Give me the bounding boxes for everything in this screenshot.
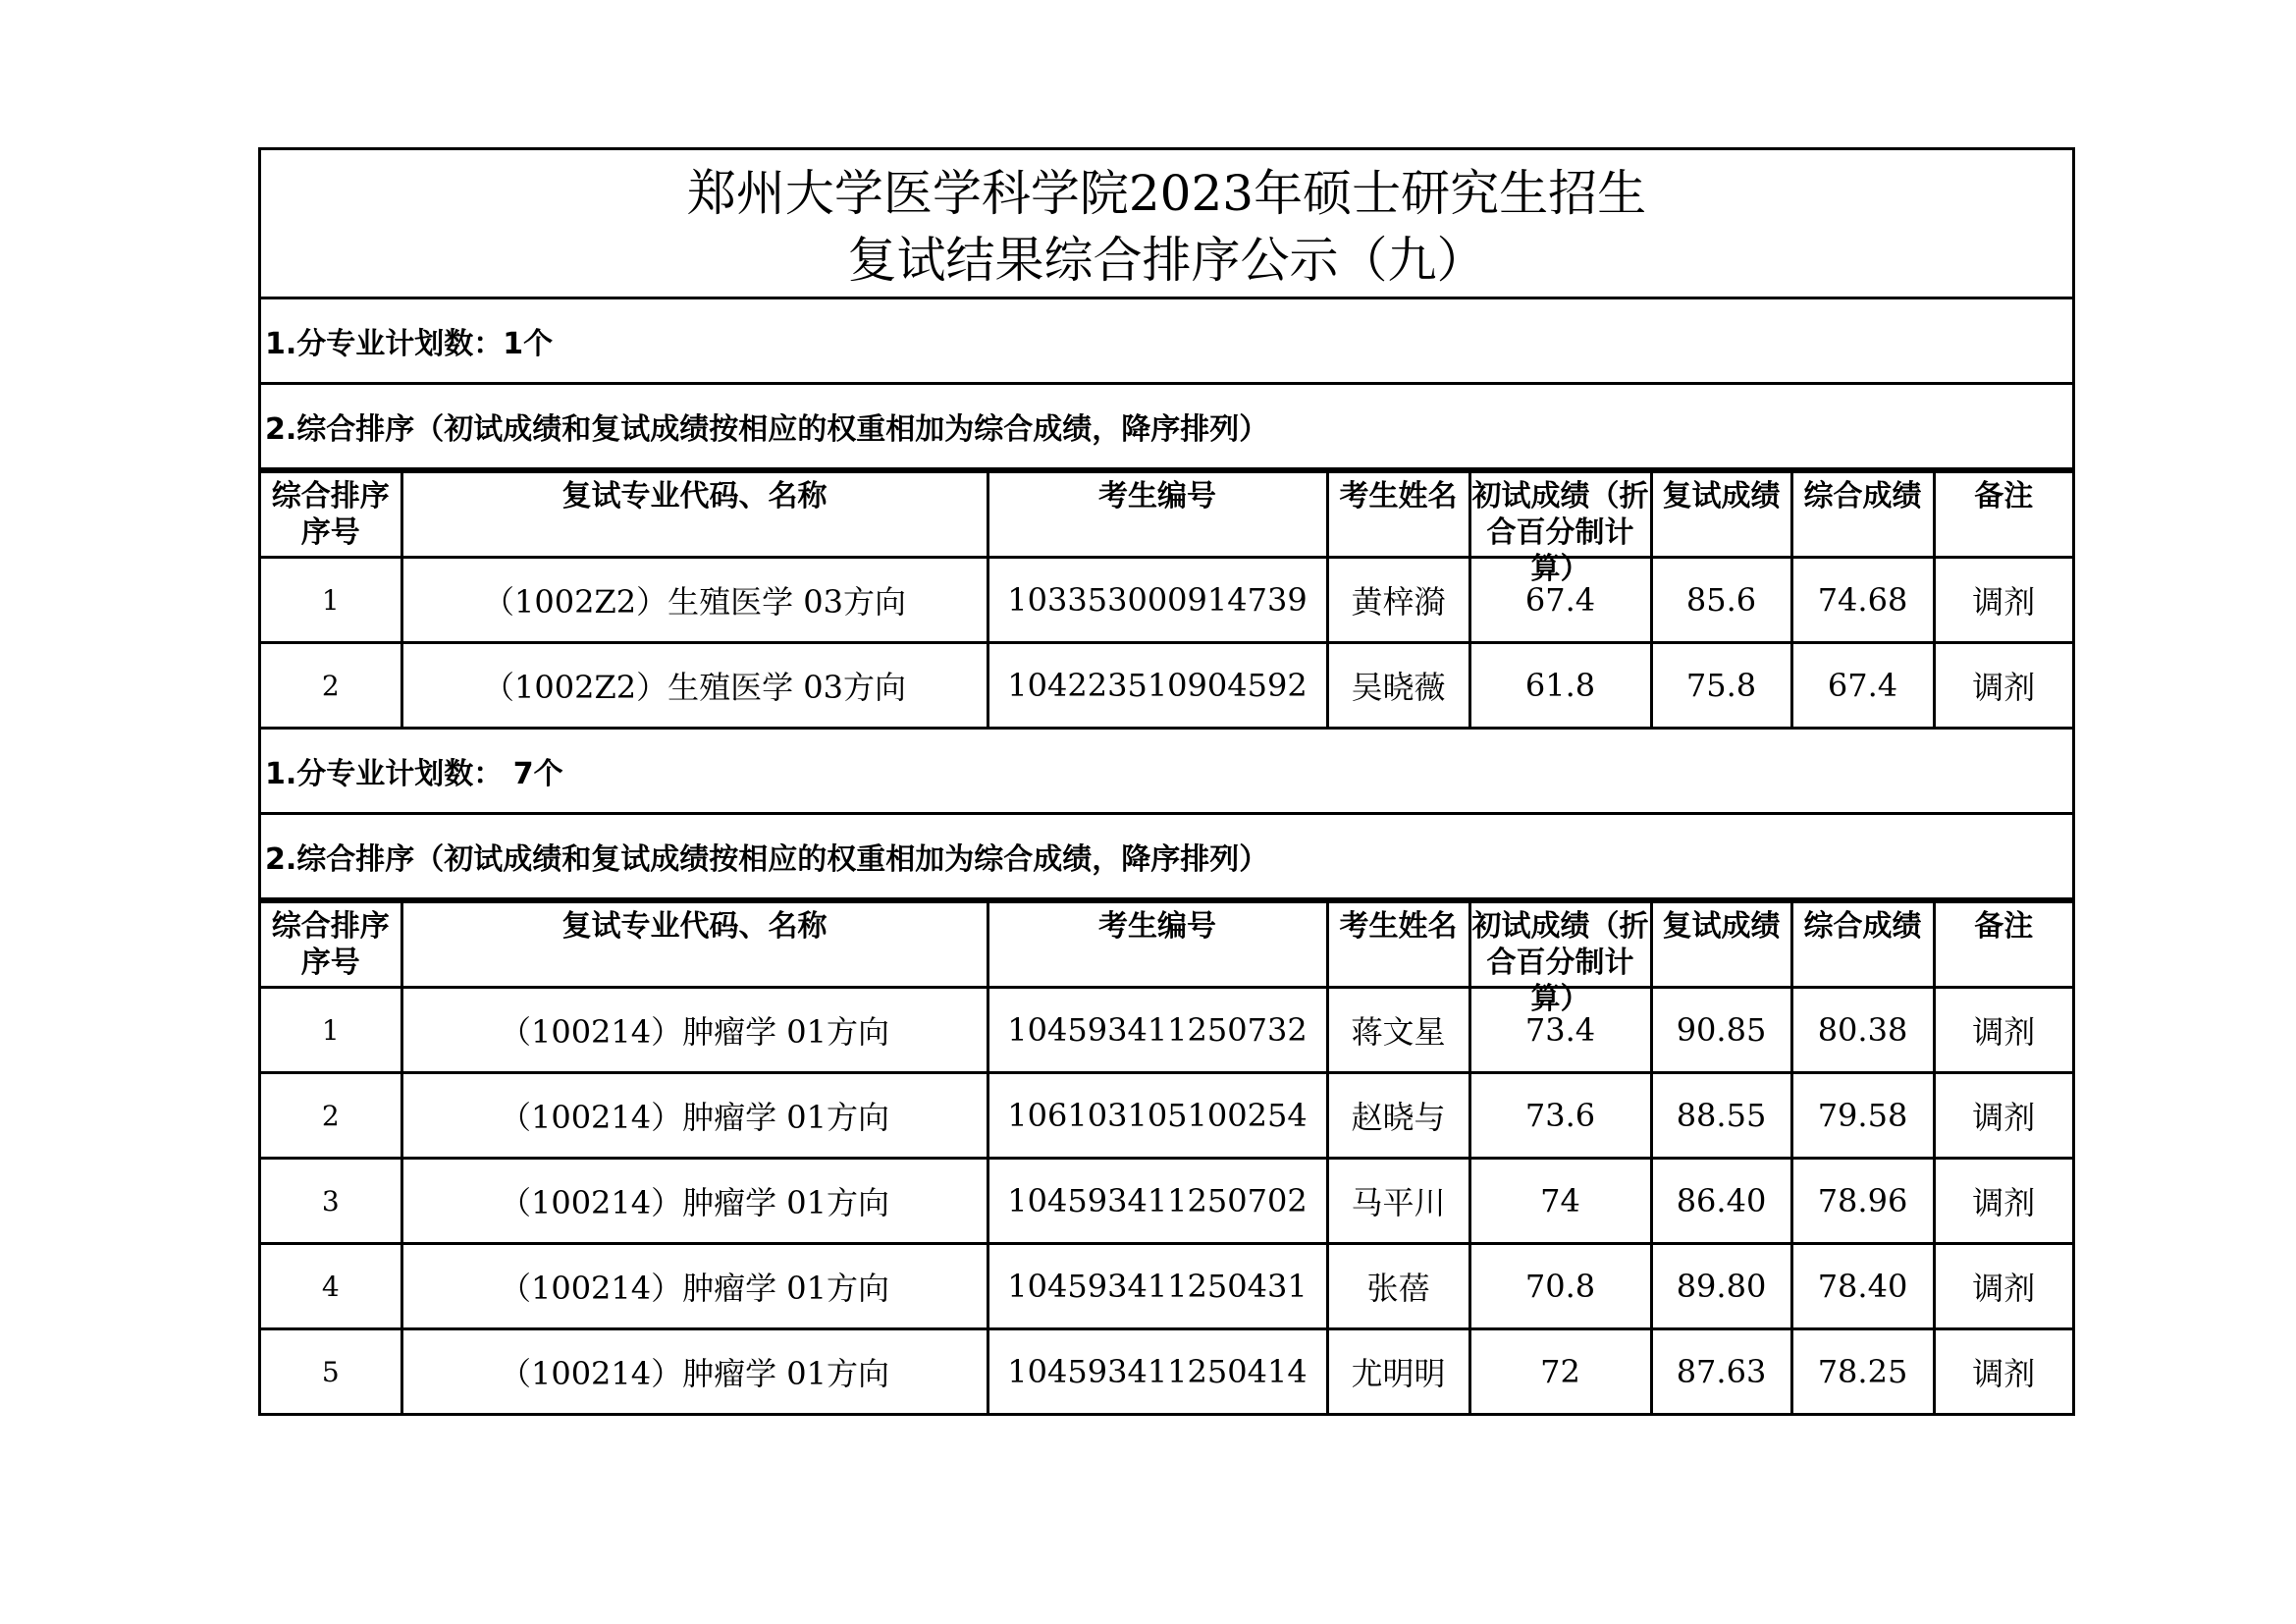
column-header-major	[401, 902, 988, 988]
cell-total: 78.40	[1791, 1244, 1934, 1329]
column-header-label: 综合成绩	[1803, 479, 1922, 514]
cell-remark: 调剂	[1934, 1244, 2072, 1329]
cell-total: 79.58	[1791, 1073, 1934, 1159]
column-header-exam-no	[988, 902, 1327, 988]
cell-name: 吴晓薇	[1327, 643, 1469, 729]
cell-retest: 90.85	[1651, 988, 1791, 1073]
cell-rank: 2	[261, 643, 401, 729]
cell-exam-no: 104593411250702	[988, 1159, 1327, 1244]
cell-total: 78.25	[1791, 1329, 1934, 1414]
table-row	[261, 643, 2072, 729]
table-row	[261, 1073, 2072, 1159]
cell-exam-no: 104223510904592	[988, 643, 1327, 729]
column-header-label: 复试专业代码、名称	[561, 909, 828, 944]
column-header-label: 综合排序序号	[271, 909, 390, 980]
cell-remark: 调剂	[1934, 1073, 2072, 1159]
column-header-name	[1327, 472, 1469, 558]
cell-name: 蒋文星	[1327, 988, 1469, 1073]
cell-total: 78.96	[1791, 1159, 1934, 1244]
cell-rank: 2	[261, 1073, 401, 1159]
title-line-2: 复试结果综合排序公示（九）	[847, 232, 1486, 289]
cell-rank: 5	[261, 1329, 401, 1414]
cell-remark: 调剂	[1934, 988, 2072, 1073]
table-row	[261, 558, 2072, 643]
results-table	[261, 470, 2072, 730]
column-header-retest	[1651, 472, 1791, 558]
column-header-label: 备注	[1974, 479, 2034, 514]
column-header-label: 综合排序序号	[271, 479, 390, 550]
column-header-rank	[261, 472, 401, 558]
column-header-total	[1791, 472, 1934, 558]
cell-retest: 89.80	[1651, 1244, 1791, 1329]
cell-name: 赵晓与	[1327, 1073, 1469, 1159]
column-header-label: 考生姓名	[1339, 909, 1458, 944]
table-row	[261, 988, 2072, 1073]
column-header-label: 复试专业代码、名称	[561, 479, 828, 514]
column-header-label: 复试成绩	[1662, 479, 1781, 514]
cell-initial: 74	[1469, 1159, 1651, 1244]
column-header-label: 考生编号	[1098, 909, 1216, 944]
cell-rank: 3	[261, 1159, 401, 1244]
column-header-label: 复试成绩	[1662, 909, 1781, 944]
cell-exam-no: 104593411250414	[988, 1329, 1327, 1414]
order-note: 2.综合排序（初试成绩和复试成绩按相应的权重相加为综合成绩，降序排列）	[261, 385, 2072, 470]
plan-note: 1.分专业计划数：1个	[261, 299, 2072, 385]
cell-major: （1002Z2）生殖医学 03方向	[401, 643, 988, 729]
results-sheet	[258, 147, 2075, 1416]
table-header-row	[261, 902, 2072, 988]
cell-name: 尤明明	[1327, 1329, 1469, 1414]
document-title	[261, 150, 2072, 299]
cell-initial: 70.8	[1469, 1244, 1651, 1329]
column-header-label: 考生编号	[1098, 479, 1216, 514]
column-header-total	[1791, 902, 1934, 988]
column-header-label: 初试成绩（折合百分制计算）	[1471, 909, 1649, 1016]
cell-exam-no: 104593411250732	[988, 988, 1327, 1073]
column-header-initial	[1469, 472, 1651, 586]
cell-remark: 调剂	[1934, 1329, 2072, 1414]
cell-initial: 67.4	[1469, 558, 1651, 643]
sections-container	[261, 299, 2072, 1413]
cell-total: 67.4	[1791, 643, 1934, 729]
table-row	[261, 1159, 2072, 1244]
column-header-initial	[1469, 902, 1651, 1016]
cell-exam-no: 103353000914739	[988, 558, 1327, 643]
cell-total: 80.38	[1791, 988, 1934, 1073]
cell-initial: 73.4	[1469, 988, 1651, 1073]
cell-rank: 1	[261, 558, 401, 643]
cell-exam-no: 106103105100254	[988, 1073, 1327, 1159]
cell-name: 张蓓	[1327, 1244, 1469, 1329]
cell-retest: 75.8	[1651, 643, 1791, 729]
column-header-major	[401, 472, 988, 558]
cell-remark: 调剂	[1934, 1159, 2072, 1244]
cell-retest: 86.40	[1651, 1159, 1791, 1244]
table-row	[261, 1244, 2072, 1329]
title-line-1: 郑州大学医学科学院2023年硕士研究生招生	[686, 165, 1647, 222]
cell-major: （1002Z2）生殖医学 03方向	[401, 558, 988, 643]
column-header-retest	[1651, 902, 1791, 988]
cell-initial: 61.8	[1469, 643, 1651, 729]
cell-retest: 88.55	[1651, 1073, 1791, 1159]
column-header-label: 综合成绩	[1803, 909, 1922, 944]
plan-note: 1.分专业计划数： 7个	[261, 730, 2072, 815]
table-row	[261, 1329, 2072, 1414]
cell-major: （100214）肿瘤学 01方向	[401, 1329, 988, 1414]
cell-initial: 72	[1469, 1329, 1651, 1414]
cell-major: （100214）肿瘤学 01方向	[401, 988, 988, 1073]
cell-name: 黄梓漪	[1327, 558, 1469, 643]
cell-rank: 1	[261, 988, 401, 1073]
cell-rank: 4	[261, 1244, 401, 1329]
cell-retest: 85.6	[1651, 558, 1791, 643]
column-header-remark	[1934, 472, 2072, 558]
column-header-remark	[1934, 902, 2072, 988]
cell-total: 74.68	[1791, 558, 1934, 643]
cell-major: （100214）肿瘤学 01方向	[401, 1159, 988, 1244]
column-header-label: 备注	[1974, 909, 2034, 944]
order-note: 2.综合排序（初试成绩和复试成绩按相应的权重相加为综合成绩，降序排列）	[261, 815, 2072, 900]
results-table	[261, 900, 2072, 1413]
column-header-exam-no	[988, 472, 1327, 558]
column-header-name	[1327, 902, 1469, 988]
cell-name: 马平川	[1327, 1159, 1469, 1244]
column-header-rank	[261, 902, 401, 988]
column-header-label: 考生姓名	[1339, 479, 1458, 514]
cell-remark: 调剂	[1934, 558, 2072, 643]
cell-major: （100214）肿瘤学 01方向	[401, 1073, 988, 1159]
cell-major: （100214）肿瘤学 01方向	[401, 1244, 988, 1329]
cell-initial: 73.6	[1469, 1073, 1651, 1159]
column-header-label: 初试成绩（折合百分制计算）	[1471, 479, 1649, 586]
cell-remark: 调剂	[1934, 643, 2072, 729]
cell-retest: 87.63	[1651, 1329, 1791, 1414]
cell-exam-no: 104593411250431	[988, 1244, 1327, 1329]
table-header-row	[261, 472, 2072, 558]
